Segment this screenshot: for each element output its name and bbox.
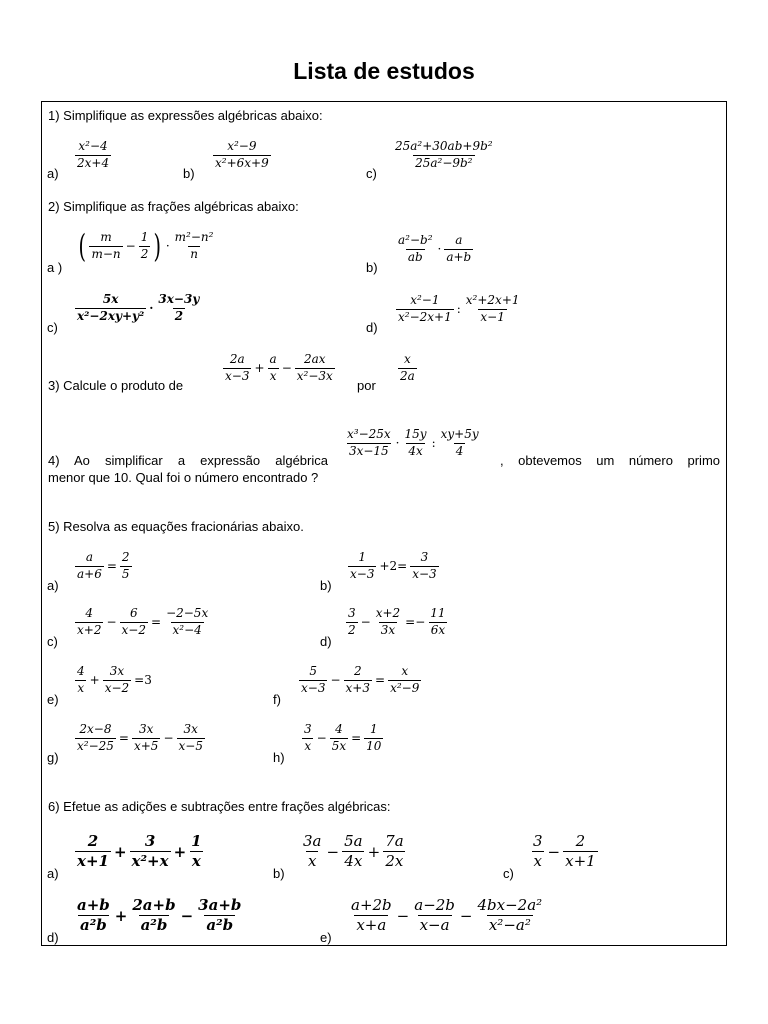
page-title: Lista de estudos (293, 58, 475, 84)
q3-expression: 2a x−3 + $\frac{a}{x}$ − $\frac{2ax}{\text{x²−3x}}$ (225, 352, 333, 383)
q4-expression: x³−25x 3x−15 · 15y 4x : xy+5y 4 (347, 427, 479, 458)
q3-multiplier: x 2a (400, 352, 415, 383)
q5h-label: h) (273, 750, 285, 765)
question-5-text: 5) Resolva as equações fracionárias abaixo. (48, 519, 304, 534)
q6d-expression: a+b a²b + $\frac{2a+b}{\text{a²b}}$ − $\frac{3a+b}{\text{a²b}}$ (77, 896, 242, 935)
question-4-text-end: , obtevemos um número primo (500, 453, 720, 468)
q1a-expression: x²−4 2x+4 (77, 139, 110, 170)
question-2-text: 2) Simplifique as frações algébricas abaixo: (48, 199, 299, 214)
q2c-expression: 5x x²−2xy+y² · 3x−3y 2 (77, 292, 200, 323)
q2b-expression: a²−b² ab · a a+b (398, 233, 472, 264)
q6c-label: c) (503, 866, 514, 881)
q2a-expression: ( m m−n − $\frac{1}{2}$ ) · m²−n² n (78, 227, 214, 265)
q5b-label: b) (320, 578, 332, 593)
q2d-label: d) (366, 320, 378, 335)
q5c-label: c) (47, 634, 58, 649)
question-4-text-start: 4) Ao simplificar a expressão algébrica (48, 453, 328, 468)
q5f-label: f) (273, 692, 281, 707)
q6b-expression: 3a x − $\frac{5a}{4x}$ + $\frac{7a}{2x}$ (303, 832, 404, 871)
q5d-expression: 3 2 − $\frac{x+2}{3x}$ =− $\frac{11}{6x}$ (348, 606, 446, 637)
question-3-text: 3) Calcule o produto de (48, 378, 184, 393)
q2c-label: c) (47, 320, 58, 335)
q5c-expression: 4 x+2 − $\frac{6}{x-2}$ = $\frac{-2-5x}{\text{x²−4}}$ (77, 606, 209, 637)
q6c-expression: 3 x − $\frac{2}{x+1}$ (533, 832, 596, 871)
q1a-label: a) (47, 166, 59, 181)
q1b-expression: x²−9 x²+6x+9 (215, 139, 269, 170)
q1b-label: b) (183, 166, 195, 181)
q6e-expression: a+2b x+a − $\frac{a-2b}{x-a}$ − $\frac{\text{4bx−2a²}}{\text{x²−a²}}$ (351, 896, 543, 935)
q5h-expression: 3 x − $\frac{4}{5x}$ = $\frac{1}{10}$ (304, 722, 382, 753)
q2a-label: a ) (47, 260, 63, 275)
q5f-expression: 5 x−3 − $\frac{2}{x+3}$ = $\frac{x}{\text{x²−9}}$ (301, 664, 420, 695)
q5d-label: d) (320, 634, 332, 649)
q5e-label: e) (47, 692, 59, 707)
question-4-text-line2: menor que 10. Qual foi o número encontrado ? (48, 470, 319, 485)
q2b-label: b) (366, 260, 378, 275)
q5g-label: g) (47, 750, 59, 765)
q5e-expression: 4 x + $\frac{3x}{x-2}$ =3 (77, 664, 152, 695)
q5g-expression: $\frac{2x-8}{\text{x²−25}}$ = $\frac{3x}{x+5}$ − $\frac{3x}{x-5}$ (77, 722, 203, 753)
q5a-label: a) (47, 578, 59, 593)
q1c-label: c) (366, 166, 377, 181)
q5a-expression: $\frac{a}{a+6}$ = $\frac{2}{5}$ (77, 550, 130, 581)
q6e-label: e) (320, 930, 332, 945)
q3-por: por (357, 378, 376, 393)
q6a-expression: 2 x+1 + $\frac{3}{\text{x²+x}}$ + $\frac{1}{x}$ (77, 832, 202, 871)
question-6-text: 6) Efetue as adições e subtrações entre frações algébricas: (48, 799, 391, 814)
q1c-expression: 25a²+30ab+9b² 25a²−9b² (395, 139, 493, 170)
q6a-label: a) (47, 866, 59, 881)
q6d-label: d) (47, 930, 59, 945)
question-1-text: 1) Simplifique as expressões algébricas abaixo: (48, 108, 323, 123)
q6b-label: b) (273, 866, 285, 881)
q2d-expression: x²−1 x²−2x+1 : x²+2x+1 x−1 (398, 293, 520, 324)
q5b-expression: 1 x−3 +2= $\frac{3}{x-3}$ (350, 550, 437, 581)
